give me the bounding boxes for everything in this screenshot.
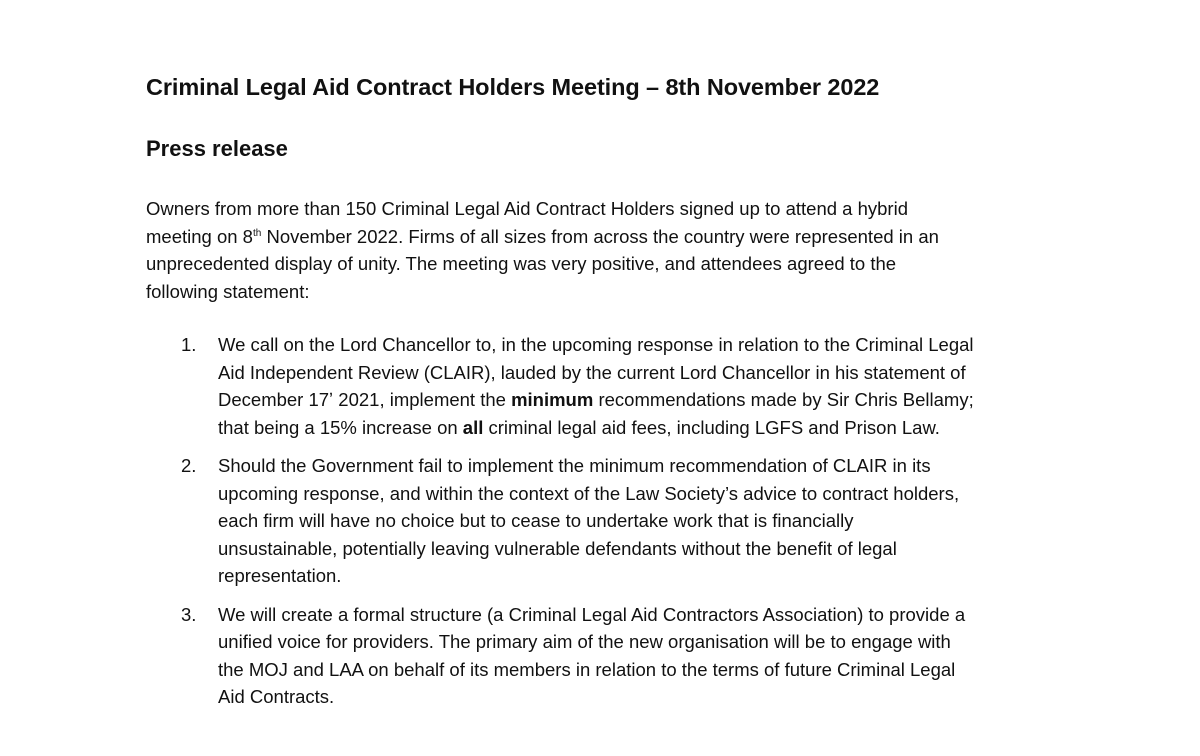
list-item-text: criminal legal aid fees, including LGFS and Prison Law. (483, 416, 940, 438)
list-item (146, 452, 1066, 590)
document-title: Criminal Legal Aid Contract Holders Meeting – 8th November 2022 (146, 74, 880, 100)
list-item-number: 1. (181, 334, 197, 355)
list-item (146, 601, 1066, 711)
list-item-line: Aid Independent Review (CLAIR), lauded by the current Lord Chancellor in his statement of (218, 361, 966, 383)
intro-text: November 2022. Firms of all sizes from across the country were represented in an (261, 225, 939, 247)
list-item-line: We will create a formal structure (a Criminal Legal Aid Contractors Association) to provide a (218, 603, 966, 625)
list-item-line (218, 414, 1066, 442)
list-item-line: the MOJ and LAA on behalf of its members in relation to the terms of future Criminal Legal (218, 658, 956, 680)
intro-line (146, 223, 1046, 251)
list-item-line: We call on the Lord Chancellor to, in the upcoming response in relation to the Criminal Legal (218, 334, 974, 355)
emphasis-text: minimum (511, 389, 594, 410)
list-item-line: Aid Contracts. (218, 686, 335, 707)
list-item-number: 2. (181, 455, 197, 476)
ordinal-suffix: th (252, 227, 262, 239)
statement-list (146, 331, 1066, 722)
list-item-text: that being a 15% increase on (218, 416, 463, 438)
intro-paragraph (146, 195, 1046, 305)
intro-line: Owners from more than 150 Criminal Legal Aid Contract Holders signed up to attend a hybrid (146, 198, 908, 219)
document-subtitle: Press release (146, 136, 288, 161)
intro-line: following statement: (146, 280, 310, 302)
intro-line: unprecedented display of unity. The meeting was very positive, and attendees agreed to the (146, 253, 897, 274)
list-item-line: Should the Government fail to implement the minimum recommendation of CLAIR in its (218, 455, 931, 476)
list-item-number: 3. (181, 603, 197, 625)
intro-text: meeting on 8 (146, 225, 253, 247)
list-item-line: each firm will have no choice but to cease to undertake work that is financially (218, 510, 854, 531)
list-item-text: recommendations made by Sir Chris Bellamy; (593, 389, 974, 410)
list-item-line: unified voice for providers. The primary aim of the new organisation will be to engage with (218, 631, 951, 652)
list-item-line: upcoming response, and within the context of the Law Society’s advice to contract holders, (218, 482, 960, 504)
emphasis-text: all (462, 416, 484, 438)
list-item (146, 331, 1066, 441)
list-item-text: December 17ʼ 2021, implement the (218, 389, 512, 410)
list-item-line (218, 386, 1066, 414)
list-item-line: representation. (218, 565, 342, 586)
list-item-line: unsustainable, potentially leaving vulnerable defendants without the benefit of legal (218, 537, 897, 559)
